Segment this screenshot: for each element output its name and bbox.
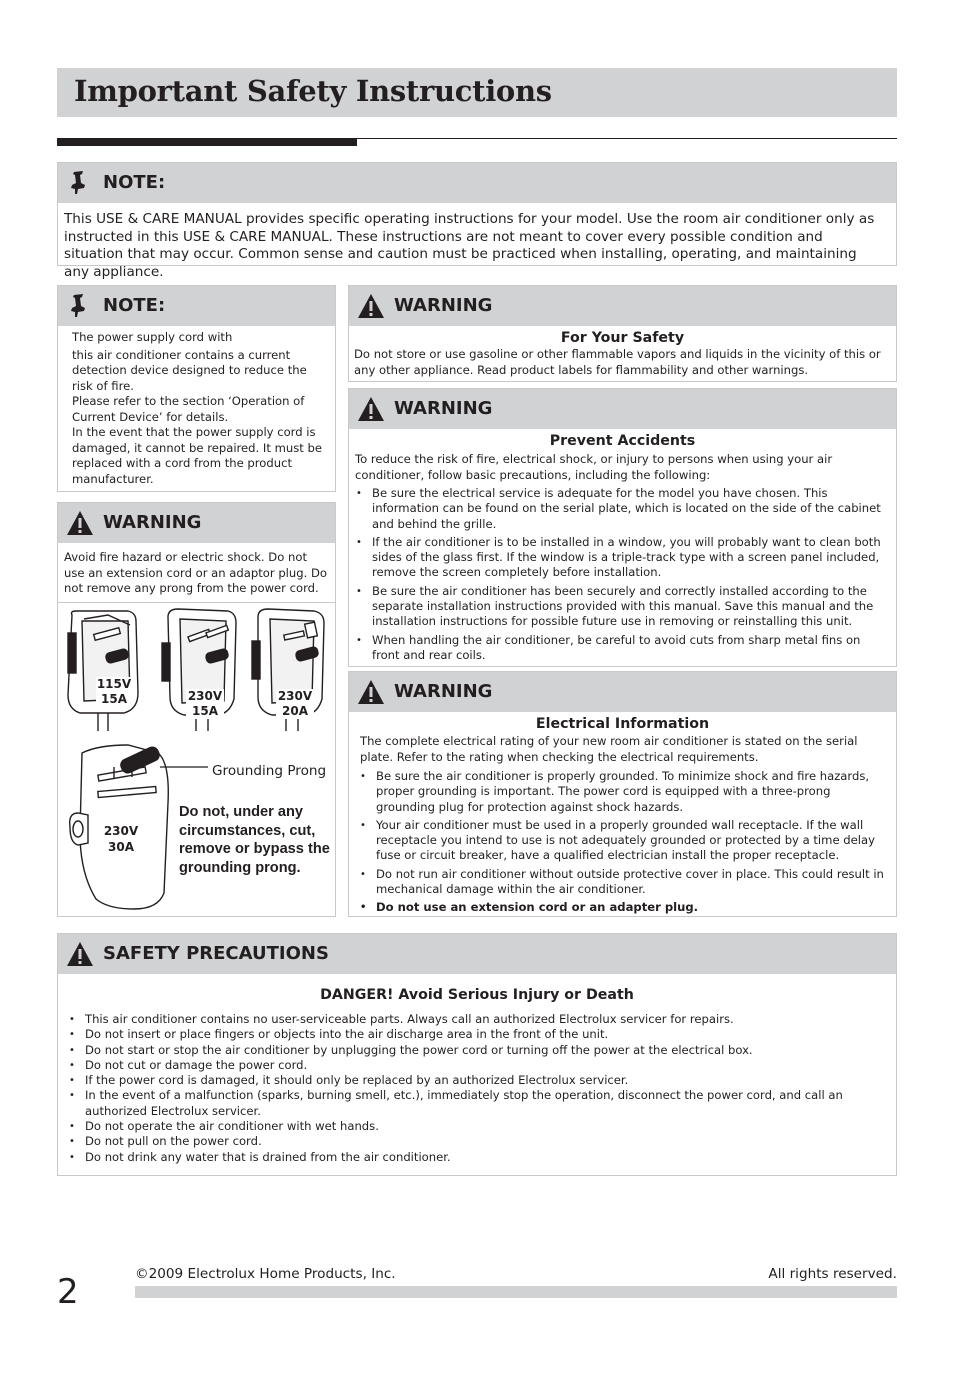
list-item: • When handling the air conditioner, be careful to avoid cuts from sharp metal fins on front and rear coils. [355, 633, 890, 664]
note-left-heading: NOTE: [103, 295, 166, 316]
note-left-para3: In the event that the power supply cord is damaged, it cannot be repaired. It must be replaced with a cord from the product manufacturer. [72, 425, 322, 486]
list-item: • Do not pull on the power cord. [68, 1134, 888, 1149]
warning-left-heading: WARNING [103, 512, 202, 533]
warning-accidents-header [349, 389, 896, 429]
list-item: • Do not run air conditioner without outside protective cover in place. This could result in mechanical damage within the air conditioner. [359, 867, 888, 898]
list-item: • If the power cord is damaged, it should only be replaced by an authorized Electrolux servicer. [68, 1073, 888, 1088]
grounding-prong-label: Grounding Prong [212, 763, 327, 779]
warning-accidents-heading: WARNING [394, 398, 493, 419]
warning-triangle-icon [357, 679, 385, 705]
warning-triangle-icon [357, 396, 385, 422]
plug-3-amp: 20A [282, 704, 308, 718]
plug-1-amp: 15A [101, 692, 127, 706]
plug-115v-15a [68, 611, 138, 731]
warning-safety-text: Do not store or use gasoline or other flammable vapors and liquids in the vicinity of this or any other appliance. Read product labels for flammability and other warnings. [354, 347, 881, 377]
warning-safety-heading: WARNING [394, 295, 493, 316]
caution-line: remove or bypass the [179, 841, 330, 857]
copyright-text: ©2009 Electrolux Home Products, Inc. [135, 1266, 396, 1282]
warning-accidents-subheading: Prevent Accidents [549, 433, 696, 449]
warning-electrical-list [359, 769, 888, 919]
footer-bar [135, 1286, 897, 1298]
warning-electrical-header [349, 672, 896, 712]
note-top-header [58, 163, 896, 203]
list-item: • Do not drink any water that is drained from the air conditioner. [68, 1150, 888, 1165]
note-left-line1: The power supply cord with [72, 330, 233, 344]
list-item: • Do not operate the air conditioner with wet hands. [68, 1119, 888, 1134]
plug-2-amp: 15A [192, 704, 218, 718]
list-item: • Do not cut or damage the power cord. [68, 1058, 888, 1073]
plug-1-volt: 115V [96, 677, 132, 691]
safety-precautions-header [58, 934, 896, 974]
list-item: • Your air conditioner must be used in a properly grounded wall receptacle. If the wall receptacle you intend to use is not adequately grounded or protected by a time delay fuse or circuit breaker, have a qualified electrician install the proper receptacle. [359, 818, 888, 864]
warning-triangle-icon [66, 941, 94, 967]
page-title: Important Safety Instructions [74, 74, 552, 108]
plug-4-volt: 230V [103, 824, 139, 838]
rights-text: All rights reserved. [768, 1266, 897, 1282]
list-item: • Be sure the air conditioner is properly grounded. To minimize shock and fire hazards, proper grounding is important. The power cord is equipped with a three-prong grounding plug for protection against shock hazards. [359, 769, 888, 815]
plug-3-volt: 230V [277, 689, 313, 703]
safety-precautions-list [68, 1012, 888, 1165]
note-top-box [57, 162, 897, 281]
caution-line: grounding prong. [179, 859, 301, 876]
warning-left-text: Avoid fire hazard or electric shock. Do not use an extension cord or an adaptor plug. Do not remove any prong from the power cord. [64, 550, 328, 595]
pushpin-icon [66, 293, 94, 319]
safety-precautions-heading: SAFETY PRECAUTIONS [103, 943, 329, 964]
warning-electrical-heading: WARNING [394, 681, 493, 702]
note-top-text: This USE & CARE MANUAL provides specific operating instructions for your model. Use the room air conditioner only as instructed in this USE & CARE MANUAL. These instructions are not meant to cover every possible condition and situation that may occur. Common sense and caution must be practiced when installing, operating, and maintaining any appliance. [64, 211, 875, 281]
note-left-header [58, 286, 335, 326]
warning-left-header [58, 503, 335, 543]
plug-3-label [276, 689, 314, 719]
list-item: • This air conditioner contains no user-serviceable parts. Always call an authorized Electrolux servicer for repairs. [68, 1012, 888, 1027]
caution-line: Do not, under any [179, 804, 304, 820]
list-item: • If the air conditioner is to be installed in a window, you will probably want to clean both sides of the glass first. If the window is a triple-track type with a screen panel included, remove the screen completely before installation. [355, 535, 890, 581]
warning-triangle-icon [66, 510, 94, 536]
warning-accidents-box [348, 388, 897, 667]
caution-line: circumstances, cut, [179, 822, 316, 839]
plug-4-label [102, 823, 140, 855]
plug-2-volt: 230V [187, 689, 223, 703]
note-left-box [57, 285, 336, 492]
warning-accidents-list [355, 486, 890, 666]
list-item: • In the event of a malfunction (sparks, burning smell, etc.), immediately stop the operation, disconnect the power cord, and call an authorized Electrolux servicer. [68, 1088, 888, 1119]
list-item: • Be sure the electrical service is adequate for the model you have chosen. This information can be found on the serial plate, which is located on the side of the cabinet and behind the grille. [355, 486, 890, 532]
warning-safety-header [349, 286, 896, 326]
plug-1-label [96, 677, 132, 707]
title-rule-accent [57, 138, 357, 146]
grounding-caution [179, 803, 330, 877]
list-item: • Do not start or stop the air conditioner by unplugging the power cord or turning off the power at the electrical box. [68, 1043, 888, 1058]
warning-safety-subheading: For Your Safety [560, 330, 685, 346]
title-bar [57, 68, 897, 117]
warning-electrical-subheading: Electrical Information [535, 716, 710, 732]
pushpin-icon [66, 170, 94, 196]
list-item-bold: • Do not use an extension cord or an adapter plug. [359, 900, 888, 915]
note-left-text [72, 330, 325, 487]
warning-electrical-intro: The complete electrical rating of your new room air conditioner is stated on the serial plate. Refer to the rating when checking the electrical requirements. [360, 734, 858, 764]
list-item: • Be sure the air conditioner has been securely and correctly installed according to the separate installation instructions provided with this manual. Save this manual and the installation instructions for possible future use in removing or reinstalling this unit. [355, 584, 890, 630]
page-number: 2 [57, 1272, 79, 1312]
note-left-para2: Please refer to the section ‘Operation of Current Device’ for details. [72, 394, 305, 424]
warning-accidents-intro: To reduce the risk of fire, electrical shock, or injury to persons when using your air conditioner, follow basic precautions, including the following: [355, 452, 833, 482]
warning-electrical-box [348, 671, 897, 917]
warning-left-box [57, 502, 336, 917]
warning-safety-box [348, 285, 897, 382]
warning-triangle-icon [357, 293, 385, 319]
safety-precautions-box [57, 933, 897, 1176]
note-top-heading: NOTE: [103, 172, 166, 193]
plug-4-amp: 30A [108, 840, 134, 854]
note-left-para1: this air conditioner contains a current detection device designed to reduce the risk of fire. [72, 347, 307, 393]
plug-2-label [186, 689, 224, 719]
safety-precautions-subheading: DANGER! Avoid Serious Injury or Death [320, 987, 634, 1003]
list-item: • Do not insert or place fingers or objects into the air discharge area in the front of the unit. [68, 1027, 888, 1042]
